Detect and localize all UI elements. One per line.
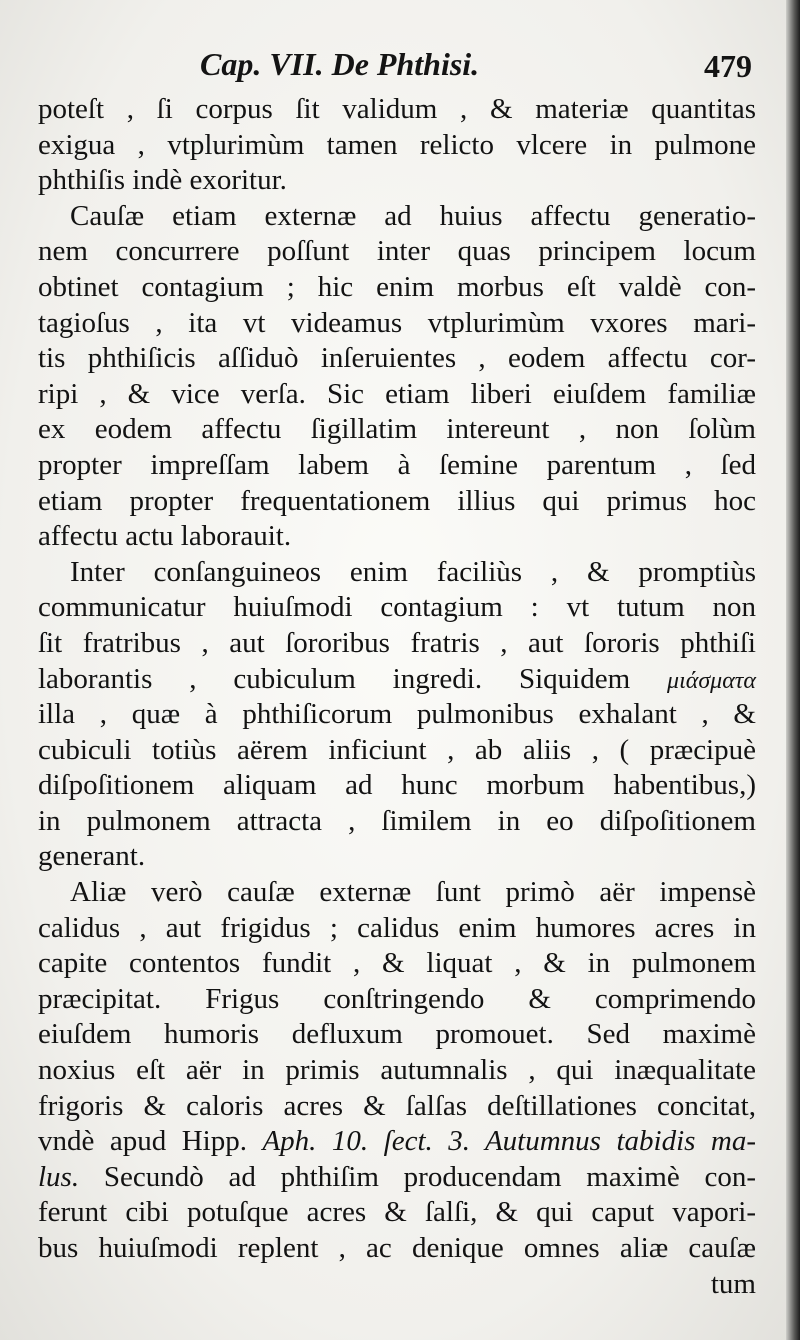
paragraph-first-line: Aliæ verò cauſæ externæ ſunt primò aër impensè (70, 876, 756, 909)
text-line: communicatur huiuſmodi contagium : vt tutum non (38, 591, 756, 624)
greek-word: μιάσματα (667, 667, 756, 694)
running-title: Cap. VII. De Phthisi. (200, 46, 480, 82)
paragraph-first-line: Cauſæ etiam externæ ad huius affectu generatio- (70, 199, 756, 232)
text-line: exigua , vtplurimùm tamen relicto vlcere in pulmone (38, 128, 756, 161)
text-line: tis phthiſicis aſſiduò inſeruientes , eodem affectu cor- (38, 342, 756, 375)
text-line (38, 662, 756, 698)
paragraph-first-line: Inter conſanguineos enim faciliùs , & promptiùs (70, 555, 756, 588)
text-segment: Secundò ad phthiſim producendam maximè con- (79, 1160, 756, 1193)
text-line: frigoris & caloris acres & ſalſas deſtillationes concitat, (38, 1089, 756, 1122)
text-line: propter impreſſam labem à ſemine parentum , ſed (38, 448, 756, 481)
text-line: ferunt cibi potuſque acres & ſalſi, & qui caput vapori- (38, 1196, 756, 1229)
text-line: capite contentos fundit , & liquat , & in pulmonem (38, 947, 756, 980)
text-line: cubiculi totiùs aërem inficiunt , ab aliis , ( præcipuè (38, 733, 756, 766)
page-number: 479 (704, 48, 752, 84)
text-line (38, 1124, 756, 1160)
text-line: ex eodem affectu ſigillatim intereunt , non ſolùm (38, 413, 756, 446)
text-line: eiuſdem humoris defluxum promouet. Sed maximè (38, 1018, 756, 1051)
text-line: ripi , & vice verſa. Sic etiam liberi eiuſdem familiæ (38, 377, 756, 410)
text-line: diſpoſitionem aliquam ad hunc morbum habentibus,) (38, 769, 756, 802)
text-line: ſit fratribus , aut ſororibus fratris , aut ſororis phthiſi (38, 626, 756, 659)
book-spine-shadow (786, 0, 800, 1340)
text-line: bus huiuſmodi replent , ac denique omnes aliæ cauſæ (38, 1232, 756, 1264)
text-line: obtinet contagium ; hic enim morbus eſt valdè con- (38, 270, 756, 303)
text-segment: laborantis , cubiculum ingredi. Siquidem (38, 662, 668, 695)
text-line: nem concurrere poſſunt inter quas principem locum (38, 235, 756, 268)
text-line: affectu actu laborauit. (38, 520, 292, 553)
citation: lus. (38, 1160, 80, 1193)
text-line: tagioſus , ita vt videamus vtplurimùm vxores mari- (38, 306, 756, 339)
text-line: illa , quæ à phthiſicorum pulmonibus exhalant , & (38, 698, 756, 731)
text-line: generant. (38, 840, 146, 873)
text-line: etiam propter frequentationem illius qui primus hoc (38, 484, 756, 517)
text-line: præcipitat. Frigus conſtringendo & comprimendo (38, 982, 756, 1015)
text-line: phthiſis indè exoritur. (38, 164, 287, 197)
citation: Aph. 10. ſect. 3. Autumnus tabidis ma- (262, 1125, 757, 1158)
text-line (38, 1160, 756, 1196)
body-text (38, 92, 756, 1302)
text-line: in pulmonem attracta , ſimilem in eo diſpoſitionem (38, 804, 756, 837)
text-segment: vndè apud Hipp. (38, 1125, 263, 1158)
page-header (0, 42, 790, 92)
text-line: poteſt , ſi corpus ſit validum , & materiæ quantitas (38, 93, 756, 125)
text-line: noxius eſt aër in primis autumnalis , qui inæqualitate (38, 1054, 756, 1087)
catchword: tum (710, 1267, 756, 1300)
text-line: calidus , aut frigidus ; calidus enim humores acres in (38, 911, 756, 944)
